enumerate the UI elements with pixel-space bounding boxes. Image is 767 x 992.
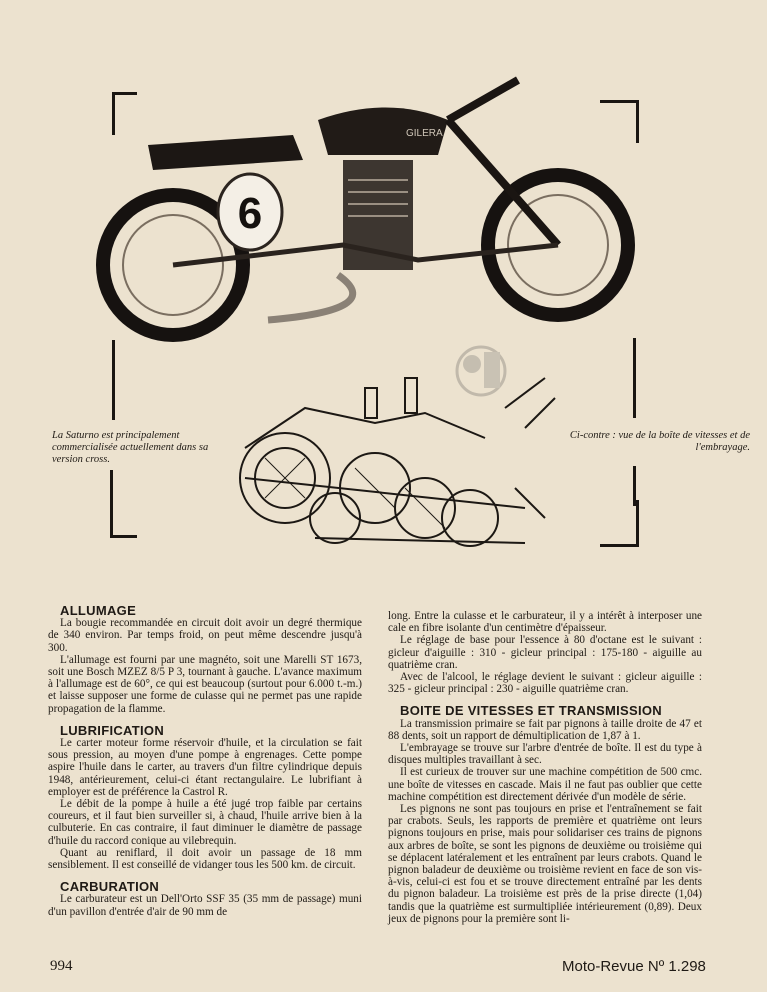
paragraph: L'allumage est fourni par une magnéto, soit une Marelli ST 1673, soit une Bosch MZEZ 8/5 P 3, tournant à gauche. L'avance maximum à l'allumage est de 60°, ce qui est beaucoup (surtout pour 6.000 t.-m.) et laisse supposer une forme de culasse qui ne permet pas une rapide propagation de la flamme. [48, 653, 362, 715]
paragraph: Le réglage de base pour l'essence à 80 d'octane est le suivant : gicleur d'aiguille : 310 - gicleur principal : 175-180 - aiguille au quatrième cran. [388, 634, 702, 671]
paragraph: Le carburateur est un Dell'Orto SSF 35 (35 mm de passage) muni d'un pavillon d'entrée d'air de 90 mm de [48, 893, 362, 918]
paragraph: Le débit de la pompe à huile a été jugé trop faible par certains coureurs, et il faut bien surveiller si, à chaud, l'huile arrive bien à la culbuterie. En cas contraire, il faut diminuer le diamètre de passage d'huile du raccord conique au vilebrequin. [48, 798, 362, 847]
frame-line [112, 340, 115, 420]
heading-allumage: ALLUMAGE [60, 603, 137, 618]
paragraph: long. Entre la culasse et le carburateur, il y a intérêt à interposer une cale en fibre isolante d'un centimètre d'épaisseur. [388, 610, 702, 635]
caption-right: Ci-contre : vue de la boîte de vitesses et de l'embrayage. [569, 430, 750, 453]
paragraph: Les pignons ne sont pas toujours en prise et l'entraînement se fait par crabots. Seuls, les rapports de première et quatrième ont leurs pignons toujours en prise, mais pour solidariser ces trains de pignons aux arbres de boîte, se sont les pignons de deuxième ou troisième qui se déplacent latéralement et les entraînent par leurs crabots. Quand le pignon baladeur de deuxième ou troisième revient en face de son vis-à-vis, celui-ci est fou et se trouve directement entraîné par les dents du pignon baladeur. La troisième est près de la prise directe (1,04) tandis que la quatrième est surmultipliée intérieurement (0,89). Deux jeux de pignons pour la première sont li- [388, 803, 702, 925]
paragraph: Le carter moteur forme réservoir d'huile, et la circulation se fait sous pression, au moyen d'une pompe à engrenages. Cette pompe aspire l'huile dans le carter, au travers d'un filtre cylindrique depuis 1948, antérieurement, celui-ci étant rectangulaire. Le lubrifiant à employer est de préférence la Castrol R. [48, 737, 362, 798]
frame-corner-bottom-right [600, 500, 639, 547]
magazine-issue: Moto-Revue Nº 1.298 [562, 958, 706, 975]
race-number: 6 [237, 189, 263, 238]
frame-line [110, 470, 113, 490]
frame-corner-bottom-left [110, 485, 137, 538]
paragraph: Il est curieux de trouver sur une machine compétition de 500 cmc. une boîte de vitesses en cascade. Mais il ne faut pas oublier que cette machine compétition est directement dérivée d'un modèle de série. [388, 766, 702, 803]
gearbox-illustration [225, 368, 565, 578]
heading-lubrification: LUBRIFICATION [60, 722, 165, 738]
paragraph: La transmission primaire se fait par pignons à taille droite de 47 et 88 dents, soit un rapport de démultiplication de 1,87 à 1. [388, 717, 702, 742]
right-column [388, 610, 702, 925]
paragraph: Quant au reniflard, il doit avoir un passage de 18 mm sensiblement. Il est conseillé de vidanger tous les 500 km. de circuit. [48, 846, 362, 872]
caption-left: La Saturno est principalement commercialisée actuellement dans sa version cross. [52, 430, 209, 465]
motorcycle-photo [88, 60, 668, 360]
frame-line [633, 338, 636, 418]
frame-corner-top-right [600, 100, 639, 143]
tank-brand: GILERA [406, 128, 443, 139]
page-number: 994 [50, 958, 73, 974]
heading-carburation: CARBURATION [60, 879, 160, 895]
frame-corner-top-left [112, 92, 137, 135]
paragraph: L'embrayage se trouve sur l'arbre d'entrée de boîte. Il est du type à disques multiples travaillant à sec. [388, 742, 702, 767]
paragraph: Avec de l'alcool, le réglage devient le suivant : gicleur aiguille : 325 - gicleur principal : 230 - aiguille quatrième cran. [388, 671, 702, 696]
frame-line [633, 466, 636, 506]
paragraph: La bougie recommandée en circuit doit avoir un degré thermique de 340 environ. Par temps froid, on peut même descendre jusqu'à 300. [48, 617, 362, 654]
left-column [48, 605, 362, 918]
heading-boite: BOITE DE VITESSES ET TRANSMISSION [400, 703, 662, 719]
